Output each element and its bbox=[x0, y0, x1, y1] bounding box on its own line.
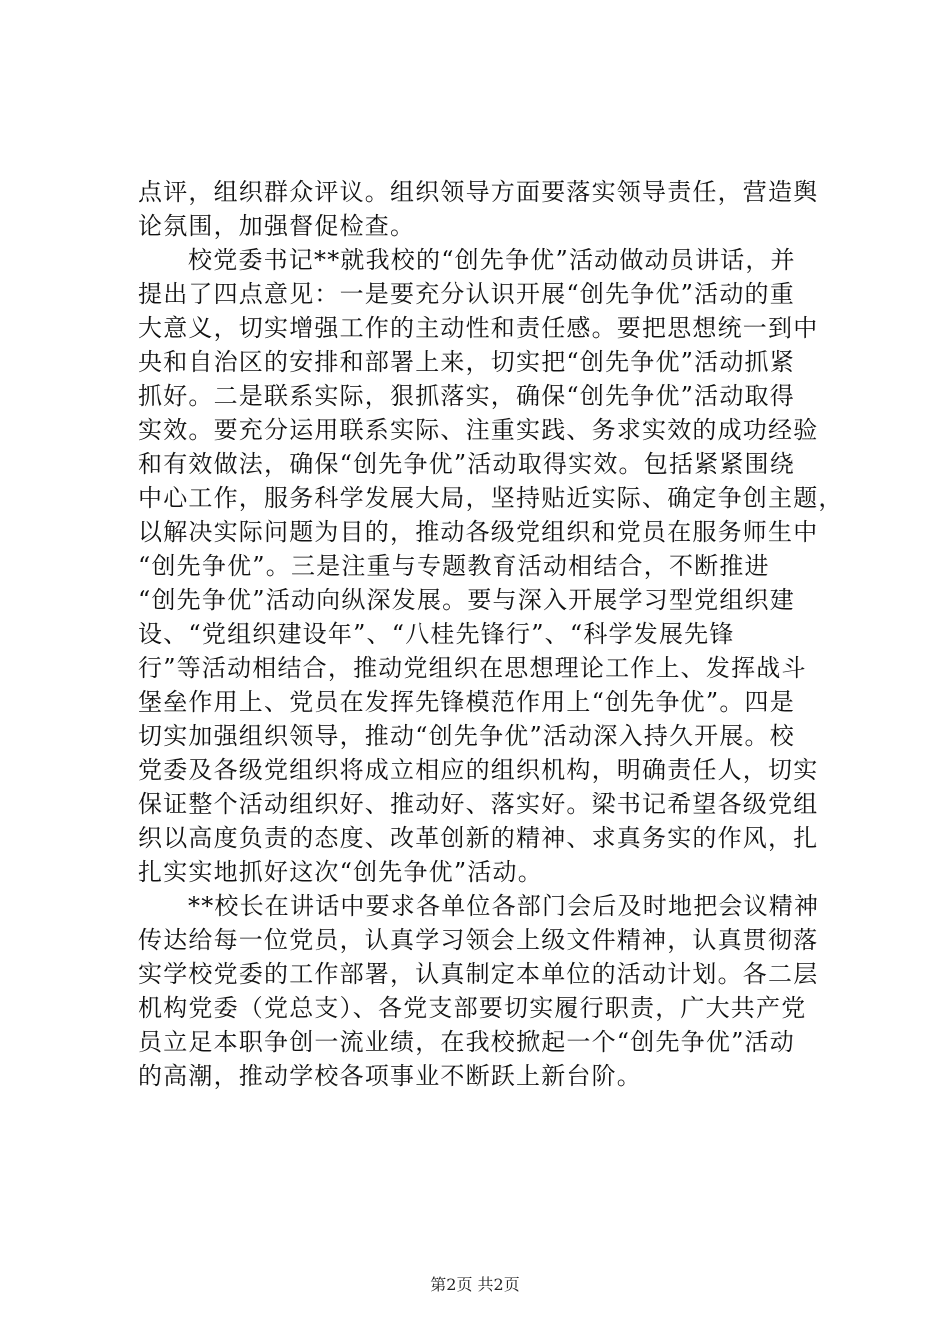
text-line: 校党委书记**就我校的“创先争优”活动做动员讲话，并 bbox=[188, 246, 796, 274]
text-line: “创先争优”活动向纵深发展。要与深入开展学习型党组织建 bbox=[138, 586, 795, 614]
text-line: 论氛围，加强督促检查。 bbox=[138, 212, 416, 240]
paragraph bbox=[138, 175, 828, 243]
text-line: 以解决实际问题为目的，推动各级党组织和党员在服务师生中 bbox=[138, 518, 819, 546]
text-line: 和有效做法，确保“创先争优”活动取得实效。包括紧紧围绕 bbox=[138, 450, 795, 478]
paragraph bbox=[138, 243, 844, 889]
text-line: 党委及各级党组织将成立相应的组织机构，明确责任人，切实 bbox=[138, 756, 819, 784]
page-number-label: 第2页 共2页 bbox=[430, 1275, 520, 1294]
text-line: 机构党委（党总支）、各党支部要切实履行职责，广大共产党 bbox=[138, 994, 807, 1022]
text-line: 点评，组织群众评议。组织领导方面要落实领导责任，营造舆 bbox=[138, 178, 819, 206]
text-line: 实学校党委的工作部署，认真制定本单位的活动计划。各二层 bbox=[138, 960, 819, 988]
text-line: 传达给每一位党员，认真学习领会上级文件精神，认真贯彻落 bbox=[138, 926, 819, 954]
text-line: 抓好。二是联系实际，狠抓落实，确保“创先争优”活动取得 bbox=[138, 382, 795, 410]
text-line: 提出了四点意见：一是要充分认识开展“创先争优”活动的重 bbox=[138, 280, 795, 308]
page-footer bbox=[0, 1275, 950, 1295]
text-line: 中心工作，服务科学发展大局，坚持贴近实际、确定争创主题， bbox=[138, 484, 844, 512]
text-line: 保证整个活动组织好、推动好、落实好。梁书记希望各级党组 bbox=[138, 790, 819, 818]
text-line: **校长在讲话中要求各单位各部门会后及时地把会议精神 bbox=[188, 892, 820, 920]
text-line: 堡垒作用上、党员在发挥先锋模范作用上“创先争优”。四是 bbox=[138, 688, 795, 716]
text-line: 行”等活动相结合，推动党组织在思想理论工作上、发挥战斗 bbox=[138, 654, 807, 682]
text-line: “创先争优”。三是注重与专题教育活动相结合，不断推进 bbox=[138, 552, 770, 580]
text-line: 设、“党组织建设年”、“八桂先锋行”、“科学发展先锋 bbox=[138, 620, 735, 648]
document-body bbox=[138, 175, 844, 1093]
text-line: 实效。要充分运用联系实际、注重实践、务求实效的成功经验 bbox=[138, 416, 819, 444]
text-line: 织以高度负责的态度、改革创新的精神、求真务实的作风，扎 bbox=[138, 824, 819, 852]
text-line: 大意义，切实增强工作的主动性和责任感。要把思想统一到中 bbox=[138, 314, 819, 342]
paragraph bbox=[138, 889, 828, 1093]
text-line: 员立足本职争创一流业绩，在我校掀起一个“创先争优”活动 bbox=[138, 1028, 795, 1056]
text-line: 的高潮，推动学校各项事业不断跃上新台阶。 bbox=[138, 1062, 642, 1090]
text-line: 央和自治区的安排和部署上来，切实把“创先争优”活动抓紧 bbox=[138, 348, 795, 376]
text-line: 切实加强组织领导，推动“创先争优”活动深入持久开展。校 bbox=[138, 722, 795, 750]
text-line: 扎实实地抓好这次“创先争优”活动。 bbox=[138, 858, 543, 886]
